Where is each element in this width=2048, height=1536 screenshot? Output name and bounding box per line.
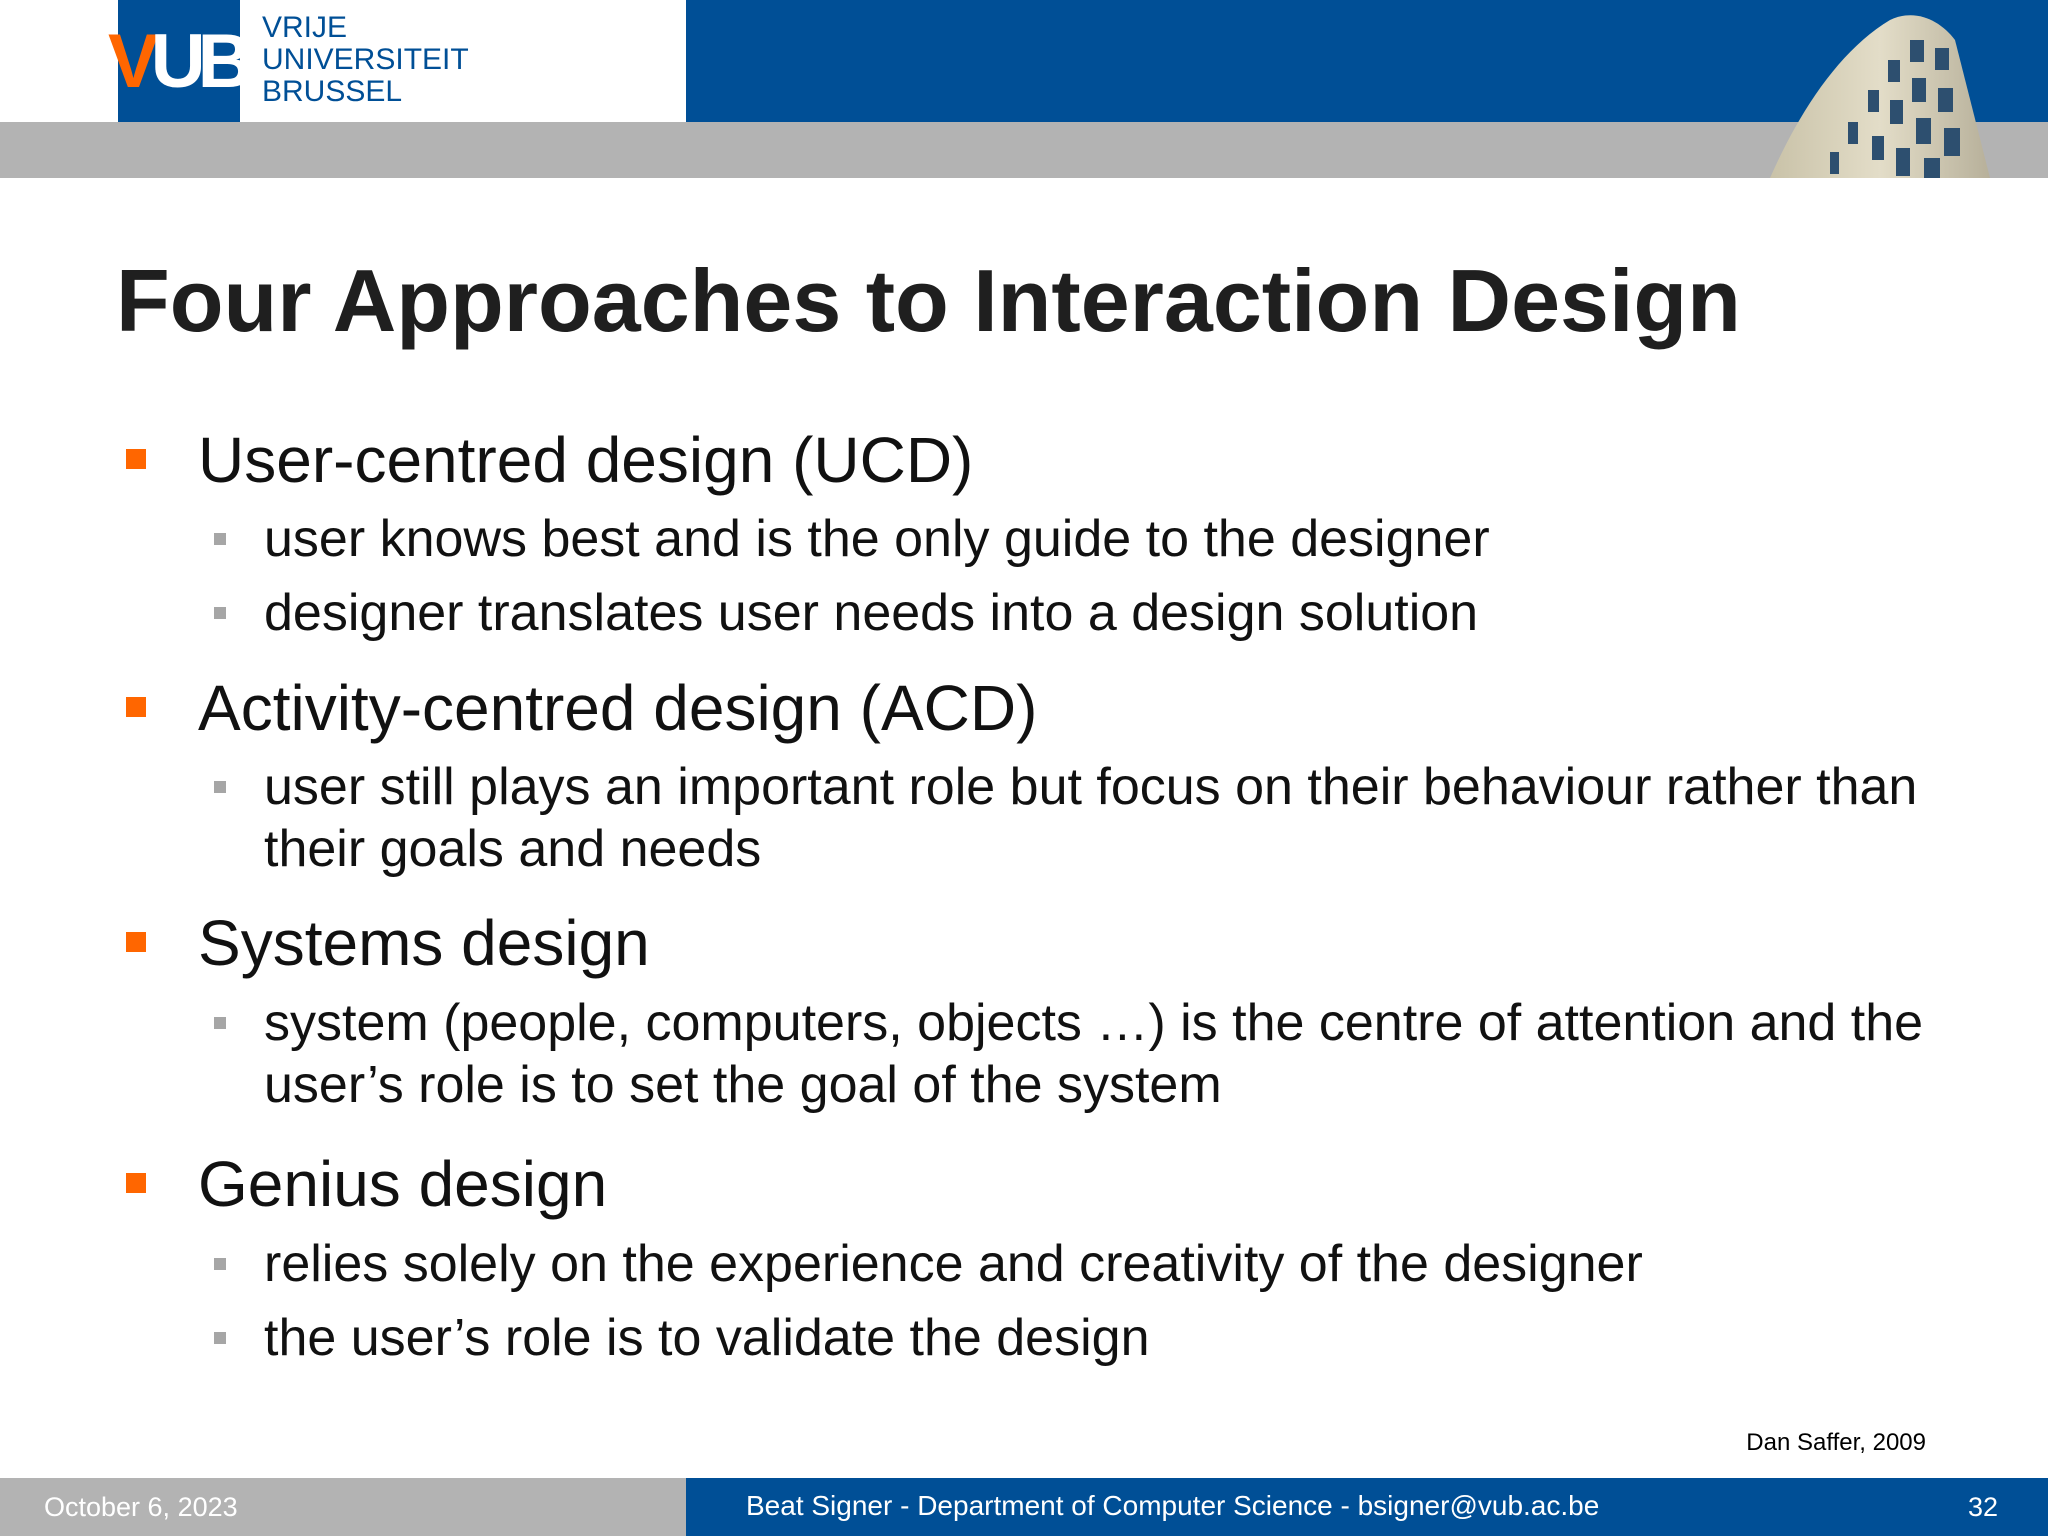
sub-bullet-text: designer translates user needs into a design solution [264,584,1479,642]
logo-line-1: VRIJE [262,11,348,44]
gray-square-bullet-icon [214,1332,226,1344]
page-number: 32 [1967,1492,1998,1522]
orange-square-bullet-icon [126,932,146,952]
bullet-text: Genius design [198,1148,608,1220]
logo-line-3: BRUSSEL [262,75,403,108]
orange-square-bullet-icon [126,1173,146,1193]
gray-square-bullet-icon [214,607,226,619]
building-photo-icon [1740,0,2000,178]
gray-square-bullet-icon [214,1017,226,1029]
slide-title: Four Approaches to Interaction Design [116,251,1741,350]
sub-bullet-text: the user’s role is to validate the design [264,1309,1150,1367]
citation: Dan Saffer, 2009 [1746,1429,1926,1456]
bullet-text: User-centred design (UCD) [198,424,974,496]
gray-square-bullet-icon [214,533,226,545]
slide-header [0,0,2048,178]
footer-author-info: Beat Signer - Department of Computer Science - bsigner@vub.ac.be [746,1490,1600,1521]
logo-mark-ub: UB [150,19,245,104]
sub-bullet-text: relies solely on the experience and creativity of the designer [264,1235,1643,1293]
sub-bullet-text: system (people, computers, objects …) is the centre of attention and the user’s role is to set the goal of the system [264,994,1924,1114]
logo-line-2: UNIVERSITEIT [262,43,469,76]
slide-footer [0,1478,2048,1536]
orange-square-bullet-icon [126,697,146,717]
gray-square-bullet-icon [214,781,226,793]
vub-logo-mark [108,19,245,104]
bullet-text: Systems design [198,907,650,979]
orange-square-bullet-icon [126,449,146,469]
gray-square-bullet-icon [214,1258,226,1270]
bullet-text: Activity-centred design (ACD) [198,672,1038,744]
footer-date: October 6, 2023 [44,1492,238,1522]
sub-bullet-text: user knows best and is the only guide to the designer [264,510,1490,568]
logo-wordmark [262,12,469,108]
logo-mark-v: V [108,19,151,104]
sub-bullet-text: user still plays an important role but focus on their behaviour rather than their goals and needs [264,758,1918,878]
